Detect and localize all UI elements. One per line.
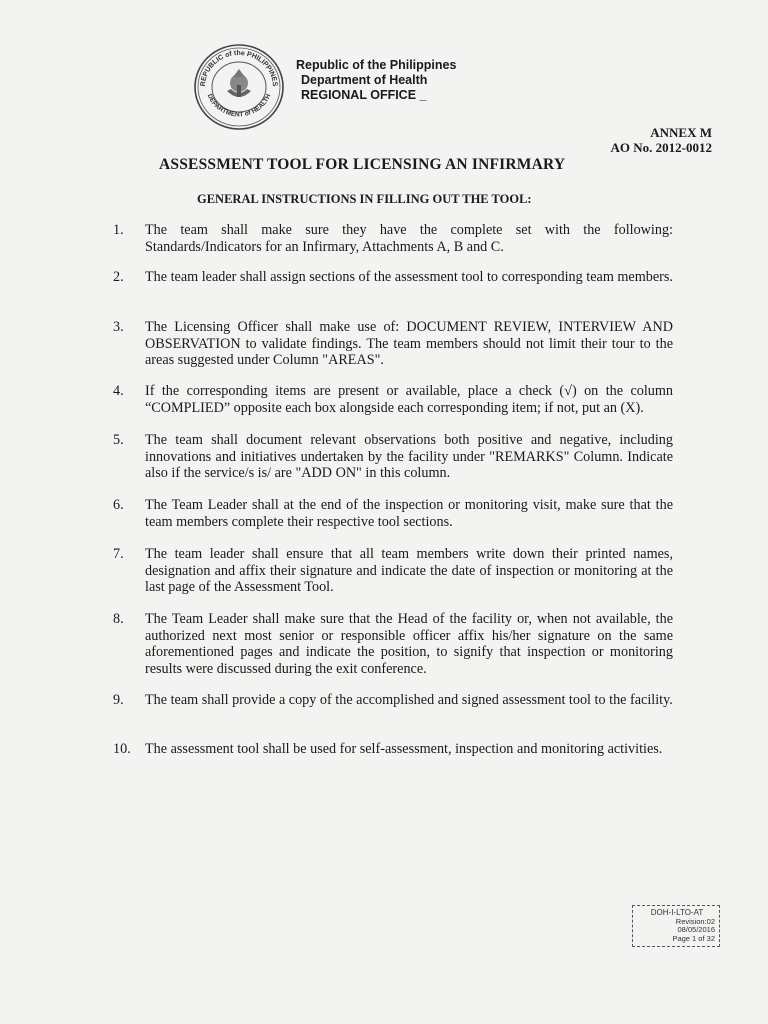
instruction-text: The team leader shall assign sections of the assessment tool to corresponding team members. xyxy=(145,269,673,285)
agency-line-regional-office: REGIONAL OFFICE _ xyxy=(301,88,427,102)
instruction-item xyxy=(113,692,673,709)
instruction-number: 4. xyxy=(113,383,124,399)
instruction-number: 10. xyxy=(113,741,131,757)
seal-text-bottom: DEPARTMENT of HEALTH xyxy=(205,93,273,119)
instruction-text: The team shall document relevant observations both positive and negative, including innovations and initiatives undertaken by the facility under "REMARKS" Column. Indicate also if the service/s is/ are "ADD ON" in this column. xyxy=(145,432,673,481)
instruction-item xyxy=(113,432,673,482)
instruction-text: If the corresponding items are present or available, place a check (√) on the column “COMPLIED” opposite each box alongside each corresponding item; if not, put an (X). xyxy=(145,383,673,416)
instruction-item xyxy=(113,383,673,416)
seal-text-top: REPUBLIC of the PHILIPPINES xyxy=(199,49,279,87)
instruction-item xyxy=(113,222,673,255)
instruction-item xyxy=(113,497,673,530)
document-control-stamp xyxy=(632,905,720,947)
agency-line-department: Department of Health xyxy=(301,73,428,87)
instruction-number: 7. xyxy=(113,546,124,562)
instruction-item xyxy=(113,269,673,286)
instruction-text: The team shall provide a copy of the accomplished and signed assessment tool to the facility. xyxy=(145,692,673,708)
instruction-text: The Team Leader shall make sure that the Head of the facility or, when not available, the authorized next most senior or responsible officer affix his/her signature on the same aforementioned pages and indicate the position, to signify that inspection or monitoring results were discussed during the exit conference. xyxy=(145,611,673,677)
agency-line-republic: Republic of the Philippines xyxy=(296,58,457,72)
instruction-text: The assessment tool shall be used for self-assessment, inspection and monitoring activities. xyxy=(145,741,663,757)
instruction-text: The team leader shall ensure that all team members write down their printed names, designation and affix their signature and indicate the date of inspection or monitoring at the last page of the Assessment Tool. xyxy=(145,546,673,595)
ao-number: AO No. 2012-0012 xyxy=(610,140,712,155)
instruction-number: 2. xyxy=(113,269,124,285)
instruction-item xyxy=(113,319,673,369)
instruction-number: 1. xyxy=(113,222,124,238)
annex-label: ANNEX M xyxy=(650,125,712,140)
instruction-number: 5. xyxy=(113,432,124,448)
instruction-number: 8. xyxy=(113,611,124,627)
stamp-date: 08/05/2016 xyxy=(677,925,715,935)
instruction-number: 9. xyxy=(113,692,124,708)
annex-reference xyxy=(611,125,712,155)
doh-seal-icon xyxy=(193,43,285,131)
instruction-item xyxy=(113,741,673,758)
instruction-item xyxy=(113,611,673,677)
instruction-text: The Licensing Officer shall make use of: DOCUMENT REVIEW, INTERVIEW AND OBSERVATION to validate findings. The team members should not limit their tour to the areas suggested under Column "AREAS". xyxy=(145,319,673,368)
stamp-revision: Revision:02 xyxy=(675,916,715,926)
stamp-page: Page 1 of 32 xyxy=(672,933,715,943)
instruction-number: 6. xyxy=(113,497,124,513)
instruction-item xyxy=(113,546,673,596)
instruction-text: The Team Leader shall at the end of the inspection or monitoring visit, make sure that the team members complete their respective tool sections. xyxy=(145,497,673,530)
instruction-number: 3. xyxy=(113,319,124,335)
instruction-text: The team shall make sure they have the complete set with the following: Standards/Indicators for an Infirmary, Attachments A, B and C. xyxy=(145,222,673,255)
agency-header xyxy=(296,58,456,103)
stamp-code: DOH-I-LTO-AT xyxy=(650,908,704,917)
instructions-heading: GENERAL INSTRUCTIONS IN FILLING OUT THE TOOL: xyxy=(197,192,532,206)
document-title: ASSESSMENT TOOL FOR LICENSING AN INFIRMARY xyxy=(159,156,566,173)
